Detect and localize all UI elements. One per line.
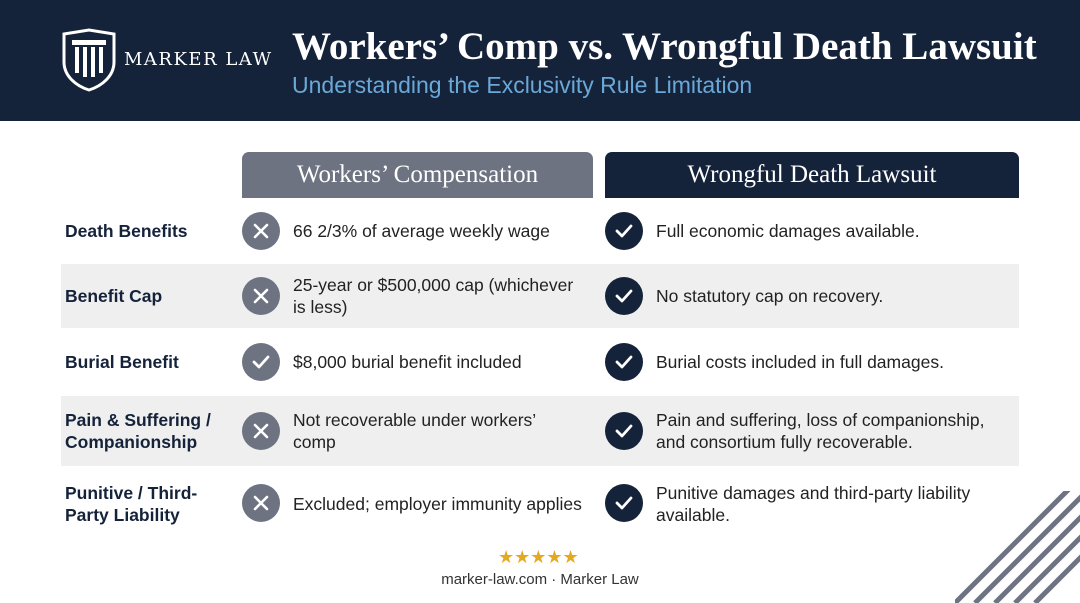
wrongful-death-cell: Punitive damages and third-party liability available.	[656, 483, 971, 525]
table-row	[61, 396, 1019, 466]
workers-comp-cell: 25-year or $500,000 cap (whichever is less)	[293, 275, 574, 317]
check-icon	[242, 343, 280, 381]
check-icon	[605, 484, 643, 522]
column-header-wrongful-death: Wrongful Death Lawsuit	[605, 152, 1019, 198]
table-row	[61, 264, 1019, 328]
x-icon	[242, 277, 280, 315]
workers-comp-cell: $8,000 burial benefit included	[293, 352, 522, 372]
row-label: Punitive / Third-Party Liability	[65, 483, 198, 525]
header-banner	[0, 0, 1080, 121]
x-icon	[242, 412, 280, 450]
workers-comp-cell: Not recoverable under workers’ comp	[293, 410, 536, 452]
workers-comp-cell: Excluded; employer immunity applies	[293, 494, 582, 514]
column-header-workers-comp: Workers’ Compensation	[242, 152, 593, 198]
check-icon	[605, 212, 643, 250]
row-label: Benefit Cap	[65, 286, 163, 306]
x-icon	[242, 212, 280, 250]
x-icon	[242, 484, 280, 522]
wrongful-death-cell: Full economic damages available.	[656, 221, 920, 241]
workers-comp-cell: 66 2/3% of average weekly wage	[293, 221, 550, 241]
star-rating: ★★★★★	[498, 547, 579, 567]
brand-name: MARKER LAW	[124, 49, 273, 70]
table-row	[61, 328, 1019, 396]
pillar-shield-icon	[60, 28, 118, 92]
page-subtitle: Understanding the Exclusivity Rule Limitation	[292, 72, 753, 98]
check-icon	[605, 277, 643, 315]
check-icon	[605, 412, 643, 450]
row-label: Death Benefits	[65, 221, 188, 241]
check-icon	[605, 343, 643, 381]
row-label: Burial Benefit	[65, 352, 179, 372]
decorative-stripes	[955, 491, 1080, 603]
table-row	[61, 198, 1019, 264]
wrongful-death-cell: Pain and suffering, loss of companionship, and consortium fully recoverable.	[656, 410, 985, 452]
wrongful-death-cell: Burial costs included in full damages.	[656, 352, 944, 372]
wrongful-death-cell: No statutory cap on recovery.	[656, 286, 884, 306]
page-title: Workers’ Comp vs. Wrongful Death Lawsuit	[292, 25, 1037, 68]
row-label: Pain & Suffering / Companionship	[65, 410, 211, 452]
table-row	[61, 466, 1019, 542]
footer-text: marker-law.com · Marker Law	[441, 571, 639, 588]
